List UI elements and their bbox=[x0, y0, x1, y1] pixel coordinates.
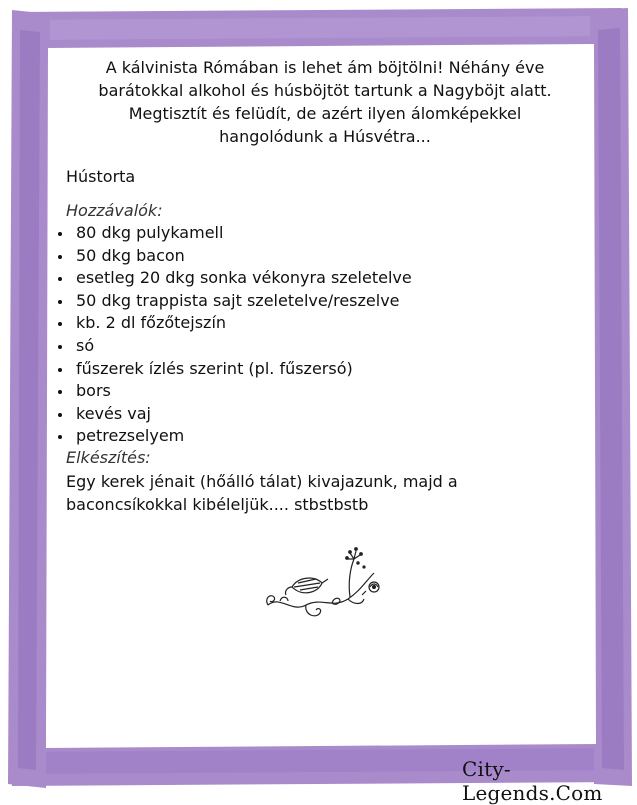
intro-paragraph bbox=[66, 56, 576, 148]
ingredient-item: fűszerek ízlés szerint (pl. fűszersó) bbox=[66, 358, 576, 381]
ingredient-item: só bbox=[66, 335, 576, 358]
ingredient-item: kb. 2 dl főzőtejszín bbox=[66, 312, 576, 335]
ingredients-heading: Hozzávalók: bbox=[66, 201, 163, 220]
ingredients-list bbox=[66, 222, 576, 448]
watermark: City-Legends.Com bbox=[462, 757, 603, 805]
intro-line: A kálvinista Rómában is lehet ám böjtölni! Néhány éve bbox=[105, 58, 545, 77]
preparation-line: Egy kerek jénait (hőálló tálat) kivajazunk, majd a bbox=[66, 471, 458, 491]
preparation-heading: Elkészítés: bbox=[66, 447, 151, 467]
ingredient-item: bors bbox=[66, 380, 576, 403]
floral-bird-ornament bbox=[262, 543, 390, 623]
ingredient-item: petrezselyem bbox=[66, 425, 576, 448]
preparation-line: baconcsíkokkal kibéleljük.... stbstbstb bbox=[66, 494, 369, 514]
intro-line: barátokkal alkohol és húsböjtöt tartunk a Nagyböjt alatt. bbox=[98, 81, 552, 100]
ingredient-item: 80 dkg pulykamell bbox=[66, 222, 576, 245]
ingredient-item: 50 dkg trappista sajt szeletelve/reszelve bbox=[66, 290, 576, 313]
ingredient-item: 50 dkg bacon bbox=[66, 245, 576, 268]
intro-line: Megtisztít és felüdít, de azért ilyen álomképekkel bbox=[128, 104, 522, 123]
ingredient-item: esetleg 20 dkg sonka vékonyra szeletelve bbox=[66, 267, 576, 290]
intro-line: hangolódunk a Húsvétra... bbox=[219, 127, 431, 146]
preparation-text bbox=[66, 470, 576, 516]
recipe-title: Hústorta bbox=[66, 167, 136, 186]
recipe-document bbox=[66, 56, 576, 516]
ingredient-item: kevés vaj bbox=[66, 403, 576, 426]
